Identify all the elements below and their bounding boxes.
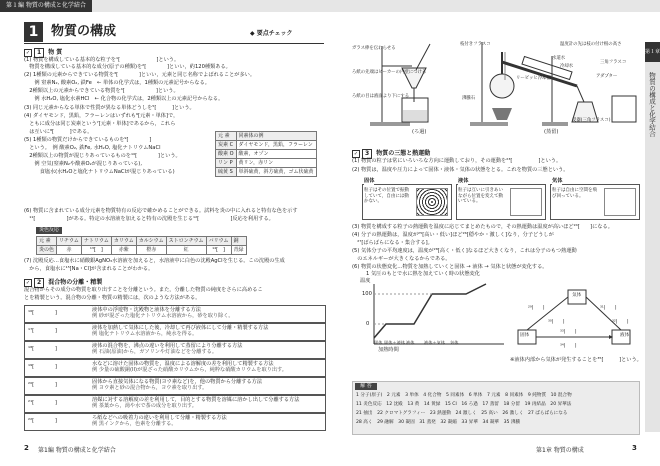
graph-caption: 1 気圧のもとで水に熱を加えていく時の状態変化: [366, 271, 480, 277]
body-line: とを精製という。混合物の分離・物質の精製には，次のような方法がある。: [24, 295, 201, 301]
allotrope-cell: ダイヤモンド，黒鉛，フラーレン: [236, 141, 316, 150]
section-2-title: 混合物の分離・精製: [48, 279, 103, 286]
cycle-label: ³³[ ]: [560, 330, 577, 335]
particle-illustration: [604, 188, 636, 216]
method-name: ¹⁸[ ]: [28, 346, 57, 352]
section-3-title: 物質の三態と熱運動: [376, 150, 431, 157]
graph-segment-label: 気体: [450, 340, 459, 345]
method-desc: 溶媒に対する溶解度の差を利用して，目的とする物質を溶媒に溶かし出して分離する方法: [92, 397, 300, 403]
flame-header: 銅: [231, 237, 246, 246]
body-line: 例 窒素N₂, 酸素O₂, 鉄Fe ← 単体の化学式は，1種類の元素記号からなる。: [24, 80, 210, 86]
particle-illustration: [416, 188, 448, 216]
allotrope-cell: 黄リン，赤リン: [236, 159, 316, 168]
flame-color: ¹⁴[ ]: [206, 246, 231, 255]
check-icon: ✓: [353, 151, 359, 157]
allotrope-cell: リン P: [216, 159, 237, 168]
cycle-label: ²⁹[ ]: [528, 306, 545, 311]
figure-label: 温度計の先は枝の付け根の高さ: [560, 42, 622, 47]
flame-header: リチウム: [57, 237, 82, 246]
method-example: 例 塩化ナトリウム水溶液から，純水を得る。: [92, 331, 198, 337]
flame-header: バリウム: [206, 237, 231, 246]
section-1-number: 1: [34, 48, 44, 58]
cycle-label: 液体: [620, 333, 630, 338]
body-line: ともに成分は同じ炭素という⁷[元素・単体]であるから，これら: [24, 121, 176, 127]
allotrope-cell: 酸素 O: [216, 150, 237, 159]
allotrope-header: 同素体の例: [236, 132, 316, 141]
answer-row: 1 分子(原子) 2 元素 3 単体 4 化合物 5 同素体 6 単体 7 元素 8 同素体 9 純物質 10 混合物: [356, 393, 572, 398]
state-desc: 粒子は互いに引きあいながら位置を変えて動いている。: [458, 188, 503, 205]
body-line: 例 水H₂O, 塩化水素HCl ← 化合物の化学式は，2種類以上の元素記号からなる。: [24, 96, 224, 102]
body-line: (6) 物質の状態変化…物質を加熱していくと固体 → 液体 → 気体と状態が変化する。: [352, 264, 548, 270]
method-name: ¹⁶[ ]: [28, 310, 57, 316]
side-index: [645, 42, 660, 432]
figure-label: 沸騰石: [462, 96, 476, 101]
graph-segment-label: 固体: [374, 340, 383, 345]
state-name: 固体: [364, 178, 375, 184]
flame-label: 炎色反応: [36, 227, 62, 234]
method-example: 例 ヨウ素と砂の混合物から，ヨウ素を取り出す。: [92, 385, 208, 391]
cycle-label: ³⁴[ ]: [560, 344, 577, 349]
answer-row: 28 高く 29 融解 30 凝固 31 蒸発 32 凝縮 33 昇華 34 凝華 35 沸騰: [356, 420, 521, 425]
body-line: (4) 分子の熱運動は，温度が²⁵[高い・低い]ほど²⁶[穏やか・激しく]なり，分子どうしが: [352, 232, 554, 238]
body-line: (2) 1種類の元素からできている物質を³[ ]といい，元素と同じ名称でよばれることが多い。: [24, 72, 256, 78]
body-line: 例 空気(窒素N₂や酸素O₂が混じりあっている),: [24, 161, 142, 167]
state-name: 気体: [552, 178, 563, 184]
header-bar: [0, 0, 660, 12]
figure-label: アダプター: [596, 74, 618, 79]
method-example: 例 少量の硫酸銅(II)が混ざった硝酸カリウムから，純粋な硝酸カリウムを取り出す。: [92, 367, 287, 373]
body-line: (3) 同じ元素からなる単体で性質が異なる単体どうしを⁵[ ]という。: [24, 105, 195, 111]
side-chapter-label: 物質の構成と化学結合: [648, 72, 656, 137]
graph-segment-label: 液体＋気体: [424, 340, 445, 345]
flame-row-label: 炎の色: [37, 246, 57, 255]
body-line: 2種類以上の物質が混じりあっているものを¹⁰[ ]という。: [24, 153, 181, 159]
body-line: (1) 物質の粒子は常にいろいろな方向に運動しており，その運動を²³[ ]という。: [352, 158, 562, 164]
flame-color: ¹³[ ]: [81, 246, 111, 255]
method-example: 例 石油(原油)から，ガソリンや灯油などを分離する。: [92, 349, 218, 355]
allotrope-header: 元 素: [216, 132, 237, 141]
body-line: ²⁷[ばらばらになる・集合する]。: [352, 240, 433, 246]
flame-header: カルシウム: [136, 237, 166, 246]
section-1-title: 物 質: [48, 49, 63, 56]
method-desc: ろ紙などへの吸着力の違いを利用して分離・精製する方法: [92, 415, 227, 421]
state-desc: 粒子はその位置で振動していて，自由には動かない。: [364, 188, 409, 205]
body-line: 混合物からその成分の物質を取り出すことを分離という。また，分離した物質の純度をさらに高めるこ: [24, 287, 263, 293]
flame-color: 赤: [57, 246, 82, 255]
body-line: (3) 物質を構成する粒子の熱運動を温度に応じてまとめたもので，その熱運動は温度が高いほど²⁴[ ]になる。: [352, 224, 613, 230]
body-line: 物質を構成している基本的な成分(原子の種類)を²[ ]といい，約120種類ある。: [24, 64, 231, 70]
body-line: (2) 物質は，温度や圧力によって固体・液体・気体の状態をとる。これを物質の三態という。: [352, 167, 569, 173]
body-line: 2種類以上の元素からできている物質を⁴[ ]という。: [24, 88, 179, 94]
side-chapter-number: 第１章: [645, 42, 660, 62]
flame-header: ストロンチウム: [166, 237, 206, 246]
method-desc: 液体中の浮遊物・沈殿物と液体を分離する方法: [92, 307, 201, 313]
figure-caption: (ろ過): [412, 129, 427, 135]
body-line: (5) 1種類の物質だけからできているものを⁹[ ]: [24, 137, 152, 143]
flame-color: 橙赤: [136, 246, 166, 255]
figure-caption: (蒸留): [544, 129, 559, 135]
cycle-label: 気体: [572, 293, 582, 298]
chapter-number: 1: [24, 22, 43, 42]
answer-title: 解 答: [355, 383, 377, 390]
allotrope-table: [215, 131, 317, 177]
allotrope-cell: 硫黄 S: [216, 168, 237, 177]
method-name: ²¹[ ]: [28, 400, 57, 406]
boiling-note: ※液体内部から気体が発生することを³⁵[ ]という。: [510, 357, 642, 363]
body-line: (7) 沈殿反応…食塩水に硝酸銀AgNO₃水溶液を加えると，水溶液中に白色の沈殿AgClを生じる。この沈殿の生成: [24, 258, 285, 264]
check-icon: ✓: [25, 50, 31, 56]
graph-tick: 0: [366, 321, 370, 327]
method-name: ²²[ ]: [28, 418, 57, 424]
body-line: (6) 物質に含まれている成分元素を物質特有の反応で確かめることができる。試料を炎の中に入れると特有な色を示す: [24, 208, 298, 214]
left-footer-text: 第1編 物質の構成と化学結合: [38, 447, 116, 454]
body-line: という。 例 酸素O₂, 鉄Fe, 水H₂O, 塩化ナトリウムNaCl: [24, 145, 161, 151]
figure-label: 水道水: [552, 56, 566, 61]
chapter-title: 物質の構成: [51, 24, 117, 39]
answer-row: 11 炎色反応 12 沈殿 13 黄 14 黄緑 15 Cl 16 ろ過 17 蒸留 18 分留 19 再結晶 20 昇華法: [356, 402, 572, 407]
left-page-number: 2: [24, 444, 29, 452]
body-line: ¹¹[ ]がある。特定の水溶液を加えると特有の沈殿を生じる¹²[ ]反応を利用する。: [24, 216, 274, 222]
figure-label: ガラス棒を伝わらせる: [352, 46, 396, 51]
method-name: ²⁰[ ]: [28, 382, 57, 388]
body-line: から，食塩水に¹⁵[Na・Cl]が含まれることがわかる。: [24, 266, 154, 272]
right-footer-text: 第1章 物質の構成: [536, 447, 584, 454]
method-example: 例 砂が混ざった塩化ナトリウム水溶液から，砂を取り除く。: [92, 313, 234, 319]
graph-tick: 100: [362, 291, 372, 297]
method-desc: 水などに溶けた固体の物質を，温度による溶解度の差を利用して精製する方法: [92, 361, 274, 367]
figure-label: ろ紙の目は液面より下にする: [352, 94, 410, 99]
method-desc: 液体の混合物を，沸点の違いを利用して蒸留により分離する方法: [92, 343, 243, 349]
flame-header: カリウム: [111, 237, 136, 246]
method-example: 例 茶葉から，湯や水で茶の成分を取り出す。: [92, 403, 197, 409]
right-page-number: 3: [632, 444, 637, 452]
chapter-rule: [24, 43, 324, 44]
cycle-label: ³¹[ ]: [600, 306, 617, 311]
state-name: 液体: [458, 178, 469, 184]
figure-label: 受器(三角フラスコ): [572, 118, 611, 123]
graph-segment-label: 固体＋液体: [384, 340, 405, 345]
figure-label: リービッヒ冷却器: [516, 76, 551, 81]
body-line: (4) ダイヤモンド，黒鉛，フラーレンはいずれも⁶[元素・単体]で，: [24, 113, 179, 119]
allotrope-cell: 酸素，オゾン: [236, 150, 316, 159]
graph-ylabel: 温度: [360, 278, 371, 284]
allotrope-cell: 炭素 C: [216, 141, 237, 150]
body-line: のエネルギーが大きくなるからである。: [352, 256, 451, 262]
allotrope-cell: 単斜硫黄，斜方硫黄，ゴム状硫黄: [236, 168, 316, 177]
flame-header: 元 素: [37, 237, 57, 246]
section-tab: 第１編 物質の構成と化学結合: [0, 0, 92, 12]
state-desc: 粒子は自由に空間を飛び回っている。: [552, 188, 597, 199]
figure-label: 三角フラスコ: [600, 60, 627, 65]
section-2-number: 2: [34, 278, 44, 288]
body-line: (1) 物質を構成している基本的な粒子を¹[ ]という。: [24, 57, 180, 63]
flame-color: 赤紫: [111, 246, 136, 255]
graph-xlabel: 加熱時間: [378, 347, 399, 353]
body-line: は互いに⁸[ ]である。: [24, 129, 93, 135]
check-icon: ✓: [25, 280, 31, 286]
section-3-number: 3: [362, 149, 372, 159]
figure-label: 枝付きフラスコ: [460, 42, 491, 47]
figure-label: 冷却水: [560, 64, 574, 69]
graph-segment-label: 液体: [406, 340, 415, 345]
method-desc: 液体を加熱して気体にした後，冷却して再び液体にして分離・精製する方法: [92, 325, 269, 331]
method-desc: 固体から直接気体になる物質(ヨウ素など)を，他の物質から分離する方法: [92, 379, 263, 385]
body-line: (5) 気体分子の平均速度は，温度が²⁸[高く・低く]なるほど大きくなり，これは分子のもつ熱運動: [352, 248, 577, 254]
figure-label: ろ紙の先端はビーカーの内壁につける: [352, 70, 427, 75]
cycle-label: 固体: [520, 333, 530, 338]
cycle-label: ³⁰[ ]: [548, 320, 565, 325]
cycle-label: ³²[ ]: [612, 320, 629, 325]
particle-illustration: [510, 188, 542, 216]
body-line: 食塩水(水H₂Oと塩化ナトリウムNaClが混じりあっている): [24, 169, 175, 175]
method-name: ¹⁹[ ]: [28, 364, 57, 370]
flame-color: 青緑: [231, 246, 246, 255]
point-check-label: ◆ 要点チェック: [250, 30, 293, 37]
answer-row: 21 抽出 22 クロマトグラフィー 23 熱運動 24 激しく 25 高い 26 激しく 27 ばらばらになる: [356, 411, 568, 416]
flame-table: [36, 236, 247, 255]
method-name: ¹⁷[ ]: [28, 328, 57, 334]
flame-color: 紅: [166, 246, 206, 255]
method-example: 例 黒インクから，色素を分離する。: [92, 421, 177, 427]
flame-header: ナトリウム: [81, 237, 111, 246]
